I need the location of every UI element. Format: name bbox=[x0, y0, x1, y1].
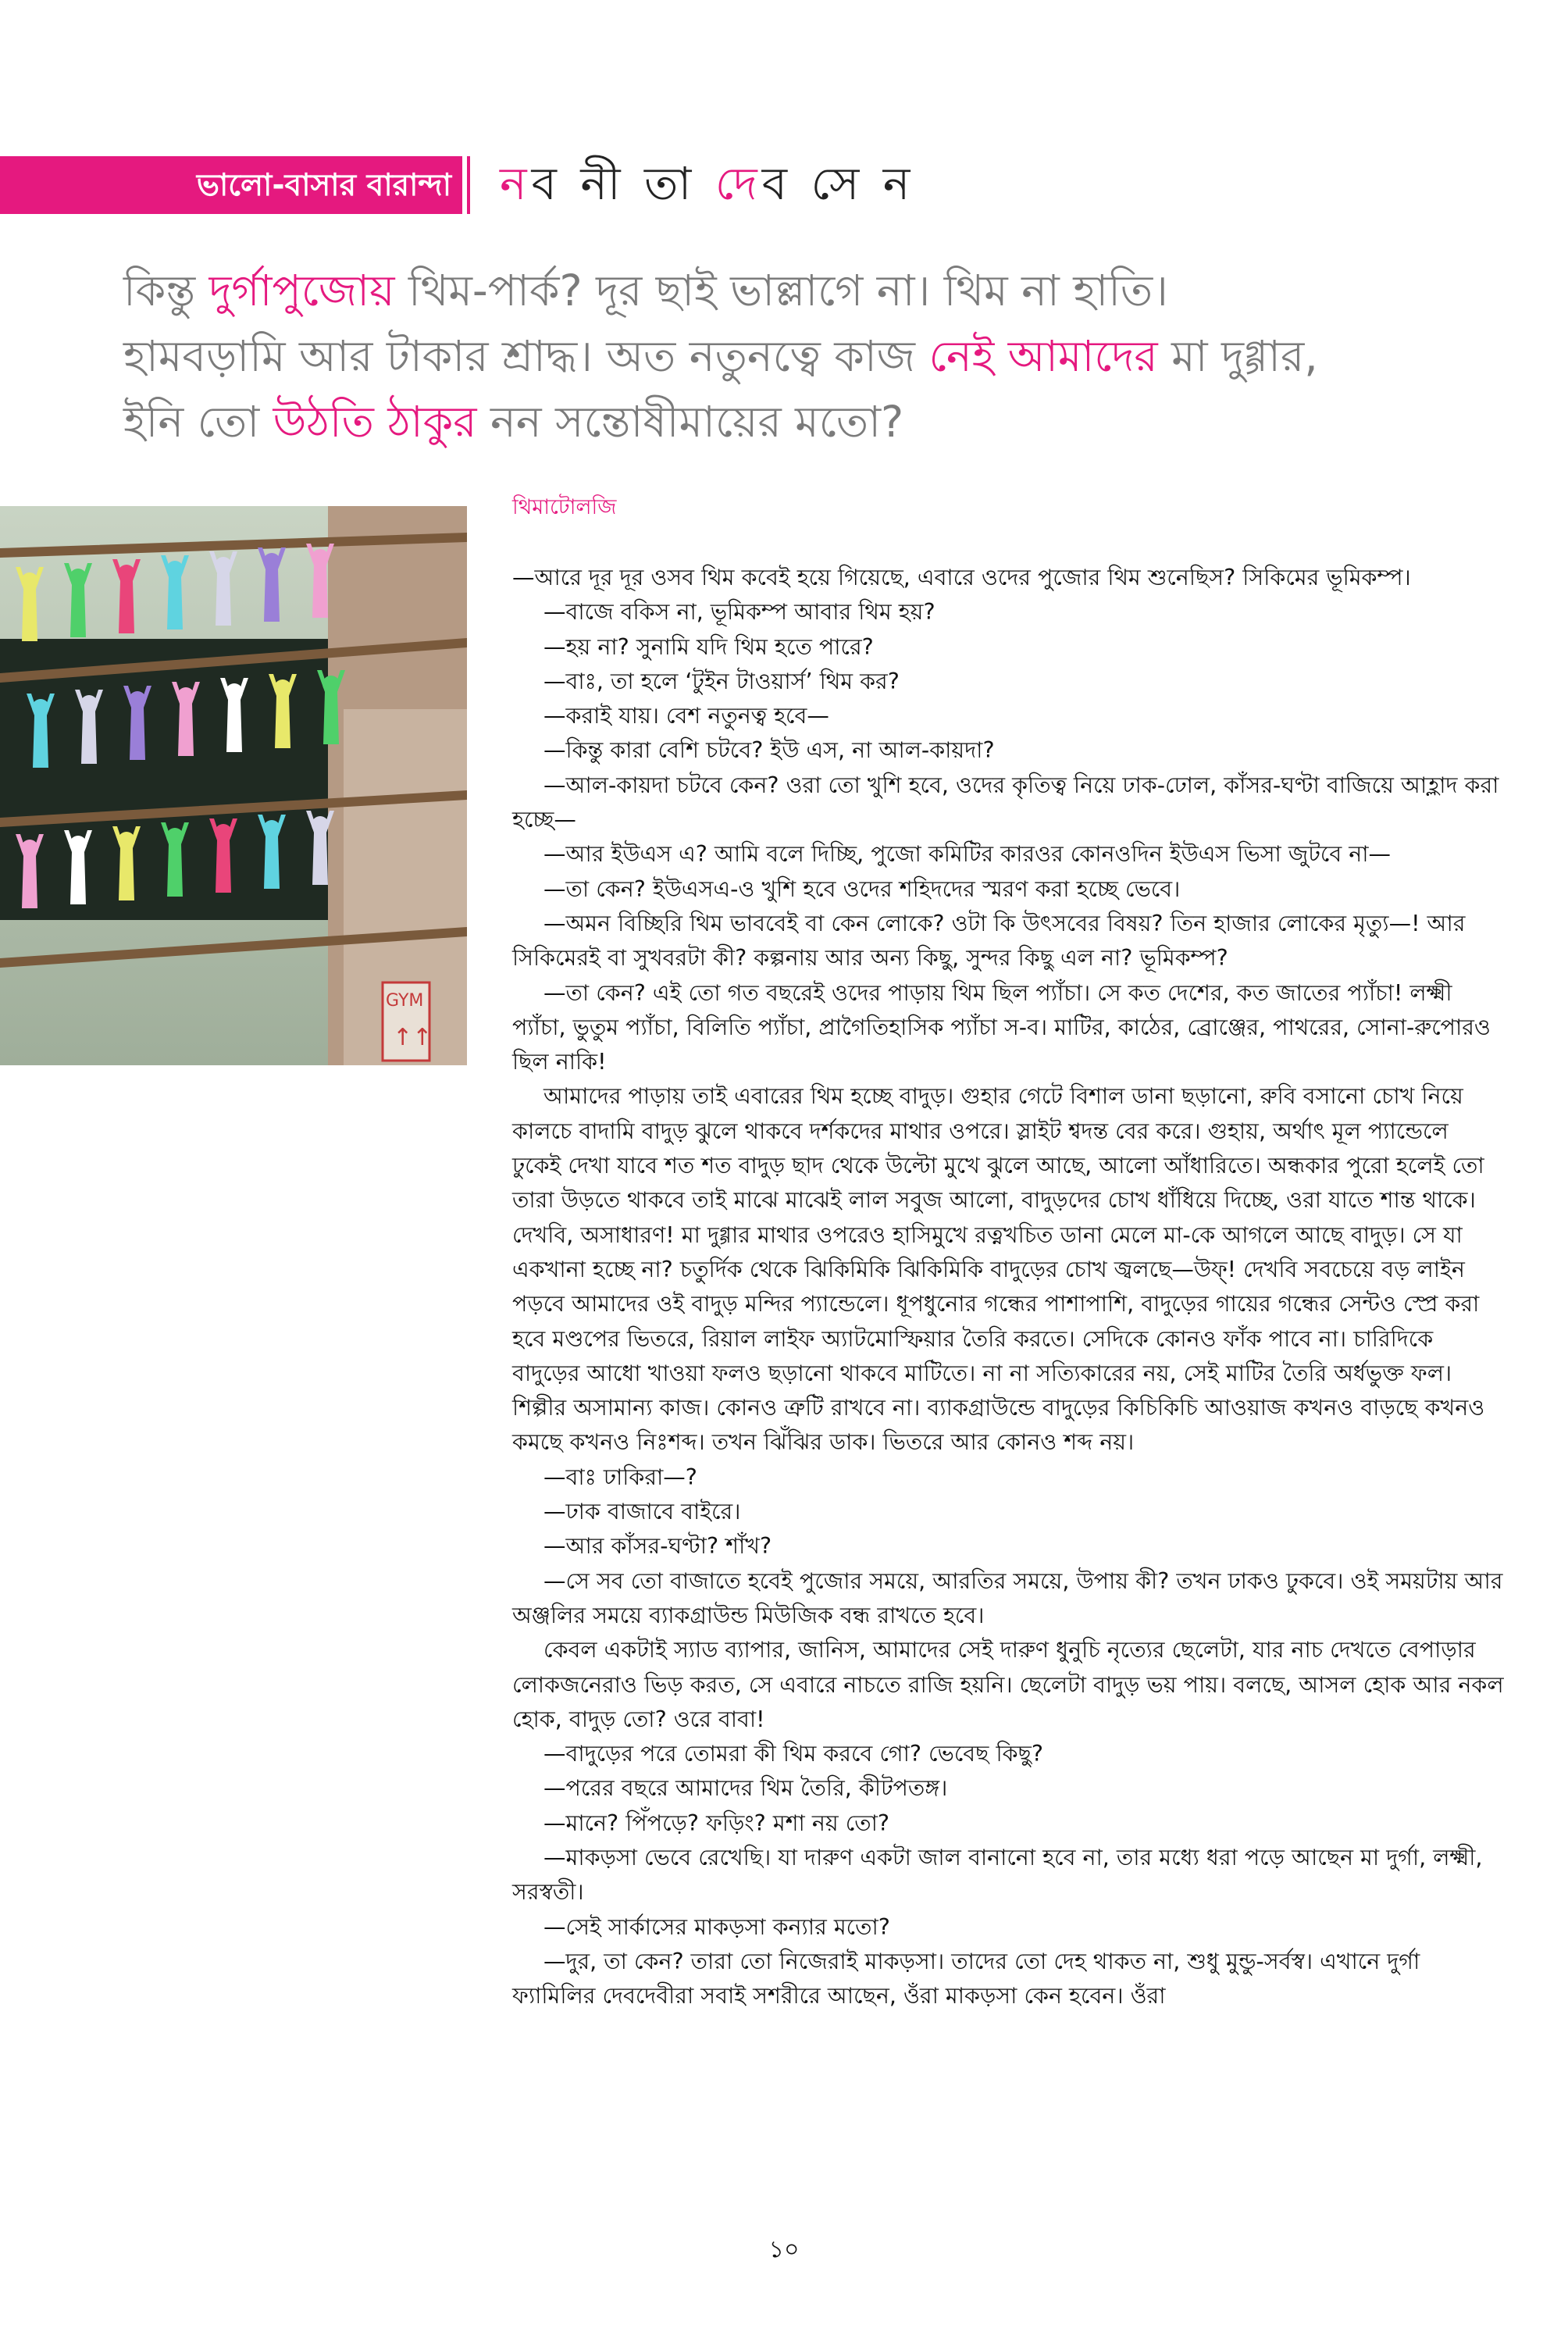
author-name bbox=[500, 153, 914, 214]
headline-text: হামবড়ামি আর টাকার শ্রাদ্ধ। অত নতুনত্বে কাজ bbox=[123, 331, 929, 381]
article-paragraph: —করাই যায়। বেশ নতুনত্ব হবে— bbox=[543, 703, 829, 729]
article-paragraph: আমাদের পাড়ায় তাই এবারের থিম হচ্ছে বাদুড়। গুহার গেটে বিশাল ডানা ছড়ানো, রুবি বসানো চোখ নিয়ে কালচে বাদামি বাদুড় ঝুলে থাকবে দর্শকদের মাথার ওপরে। স্লাইট শ্বদন্ত বের করে। গুহায়, অর্থাৎ মূল প্যান্ডেলে ঢুকেই দেখা যাবে শত শত বাদুড় ছাদ থেকে উল্টো মুখে ঝুলে আছে, আলো আঁধারিতে। অন্ধকার পুরো হলেই তো তারা উড়তে থাকবে তাই মাঝে মাঝেই লাল সবুজ আলো, বাদুড়দের চোখ ধাঁধিয়ে দিচ্ছে, ওরা যাতে শান্ত থাকে। দেখবি, অসাধারণ! মা দুগ্গার মাথার ওপরেও হাসিমুখে রত্নখচিত ডানা মেলে মা-কে আগলে আছে বাদুড়। সে যা একখানা হচ্ছে না? চতুর্দিক থেকে ঝিকিমিকি ঝিকিমিকি বাদুড়ের চোখ জ্বলছে—উফ্! দেখবি সবচেয়ে বড় লাইন পড়বে আমাদের ওই বাদুড় মন্দির প্যান্ডেলে। ধূপধুনোর গন্ধের পাশাপাশি, বাদুড়ের গায়ের গন্ধের সেন্টও স্প্রে করা হবে মণ্ডপের ভিতরে, রিয়াল লাইফ অ্যাটমোস্ফিয়ার তৈরি করতে। সেদিকে কোনও ফাঁক পাবে না। চারিদিকে বাদুড়ের আধো খাওয়া ফলও ছড়ানো থাকবে মাটিতে। না না সত্যিকারের নয়, সেই মাটির তৈরি অর্ধভুক্ত ফল। শিল্পীর অসামান্য কাজ। কোনও ত্রুটি রাখবে না। ব্যাকগ্রাউন্ডে বাদুড়ের কিচিকিচি আওয়াজ কখনও বাড়ছে কখনও কমছে কখনও নিঃশব্দ। তখন ঝিঁঝির ডাক। ভিতরে আর কোনও শব্দ নয়। bbox=[512, 1083, 1485, 1456]
page-number: ১০ bbox=[768, 2236, 800, 2263]
article-paragraph: —আর ইউএস এ? আমি বলে দিচ্ছি, পুজো কমিটির কারওর কোনওদিন ইউএস ভিসা জুটবে না— bbox=[543, 841, 1392, 868]
photo-hanging-figures bbox=[0, 506, 467, 1065]
article-paragraph: —বাদুড়ের পরে তোমরা কী থিম করবে গো? ভেবেছ কিছু? bbox=[543, 1741, 1043, 1767]
headline-line bbox=[123, 323, 1537, 389]
headline-line bbox=[123, 258, 1537, 323]
article-paragraph: —তা কেন? এই তো গত বছরেই ওদের পাড়ায় থিম ছিল প্যাঁচা। সে কত দেশের, কত জাতের প্যাঁচা! লক্ষ্মী প্যাঁচা, ভুতুম প্যাঁচা, বিলিতি প্যাঁচা, প্রাগৈতিহাসিক প্যাঁচা স-ব। মাটির, কাঠের, ব্রোঞ্জের, পাথরের, সোনা-রুপোরও ছিল নাকি! bbox=[512, 979, 1491, 1075]
article-paragraph: —মানে? পিঁপড়ে? ফড়িং? মশা নয় তো? bbox=[543, 1810, 890, 1836]
headline-text: থিম-পার্ক? দূর ছাই ভাল্লাগে না। থিম না হাতি। bbox=[394, 266, 1168, 316]
headline-text: ইনি তো bbox=[123, 397, 273, 447]
article-heading: থিমাটোলজি bbox=[512, 495, 617, 519]
article-paragraph: কেবল একটাই স্যাড ব্যাপার, জানিস, আমাদের সেই দারুণ ধুনুচি নৃত্যের ছেলেটা, যার নাচ দেখতে বেপাড়ার লোকজনেরাও ভিড় করত, সে এবারে নাচতে রাজি হয়নি। ছেলেটা বাদুড় ভয় পায়। বলছে, আসল হোক আর নকল হোক, বাদুড় তো? ওরে বাবা! bbox=[512, 1637, 1504, 1732]
headline-emphasis: নেই আমাদের bbox=[928, 331, 1158, 381]
section-label: ভালো-বাসার বারান্দা bbox=[196, 168, 451, 203]
headline-text: মা দুগ্গার, bbox=[1157, 331, 1318, 381]
headline-text: কিন্তু bbox=[123, 266, 209, 316]
gym-sign-text: GYM bbox=[386, 991, 424, 1011]
article-paragraph: —হয় না? সুনামি যদি থিম হতে পারে? bbox=[543, 633, 874, 660]
article-paragraph: —পরের বছরে আমাদের থিম তৈরি, কীটপতঙ্গ। bbox=[543, 1775, 948, 1802]
article-paragraph: —অমন বিচ্ছিরি থিম ভাববেই বা কেন লোকে? ওটা কি উৎসবের বিষয়? তিন হাজার লোকের মৃত্যু—! আর সিকিমেরই বা সুখবরটা কী? কল্পনায় আর অন্য কিছু, সুন্দর কিছু এল না? ভূমিকম্প? bbox=[512, 910, 1466, 972]
article-paragraph: —আরে দূর দূর ওসব থিম কবেই হয়ে গিয়েছে, এবারে ওদের পুজোর থিম শুনেছিস? সিকিমের ভূমিকম্প। bbox=[512, 565, 1411, 590]
article-paragraph: —ঢাক বাজাবে বাইরে। bbox=[543, 1499, 741, 1525]
article-paragraph: —বাঃ, তা হলে ‘টুইন টাওয়ার্স’ থিম কর? bbox=[543, 668, 900, 694]
author-name-part: ন bbox=[500, 157, 532, 210]
headline-text: নন সন্তোষীমায়ের মতো? bbox=[476, 397, 904, 447]
author-name-part: ব নী তা bbox=[531, 157, 715, 210]
headline-emphasis: উঠতি ঠাকুর bbox=[273, 397, 477, 447]
article-paragraph: —সেই সার্কাসের মাকড়সা কন্যার মতো? bbox=[543, 1913, 890, 1940]
headline-line bbox=[123, 389, 1537, 455]
svg-text:↑↑: ↑↑ bbox=[393, 1024, 433, 1051]
headline bbox=[123, 258, 1537, 455]
headline-emphasis: দুর্গাপুজোয় bbox=[208, 266, 395, 316]
article-paragraph: —বাঃ ঢাকিরা—? bbox=[543, 1464, 697, 1490]
article-paragraph: —সে সব তো বাজাতে হবেই পুজোর সময়ে, আরতির সময়ে, উপায় কী? তখন ঢাকও ঢুকবে। ওই সময়টায় আর অঞ্জলির সময়ে ব্যাকগ্রাউন্ড মিউজিক বন্ধ রাখতে হবে। bbox=[512, 1567, 1503, 1628]
article-paragraph: —দুর, তা কেন? তারা তো নিজেরাই মাকড়সা। তাদের তো দেহ থাকত না, শুধু মুন্ডু-সর্বস্ব। এখানে দুর্গা ফ্যামিলির দেবদেবীরা সবাই সশরীরে আছেন, ওঁরা মাকড়সা কেন হবেন। ওঁরা bbox=[512, 1948, 1420, 2009]
article-paragraph: —মাকড়সা ভেবে রেখেছি। যা দারুণ একটা জাল বানানো হবে না, তার মধ্যে ধরা পড়ে আছেন মা দুর্গা, লক্ষ্মী, সরস্বতী। bbox=[512, 1844, 1483, 1906]
band-divider bbox=[467, 156, 470, 214]
article-paragraph: —আল-কায়দা চটবে কেন? ওরা তো খুশি হবে, ওদের কৃতিত্ব নিয়ে ঢাক-ঢোল, কাঁসর-ঘণ্টা বাজিয়ে আহ্লাদ করা হচ্ছে— bbox=[512, 772, 1499, 833]
author-name-part: ব সে ন bbox=[761, 157, 915, 210]
article-body bbox=[512, 561, 1504, 2013]
article-paragraph: —আর কাঁসর-ঘণ্টা? শাঁখ? bbox=[543, 1533, 772, 1560]
article-paragraph: —তা কেন? ইউএসএ-ও খুশি হবে ওদের শহিদদের স্মরণ করা হচ্ছে ভেবে। bbox=[543, 875, 1181, 902]
author-name-part: দে bbox=[715, 157, 762, 210]
article-paragraph: —বাজে বকিস না, ভূমিকম্প আবার থিম হয়? bbox=[543, 599, 935, 626]
article-paragraph: —কিন্তু কারা বেশি চটবে? ইউ এস, না আল-কায়দা? bbox=[543, 737, 995, 764]
